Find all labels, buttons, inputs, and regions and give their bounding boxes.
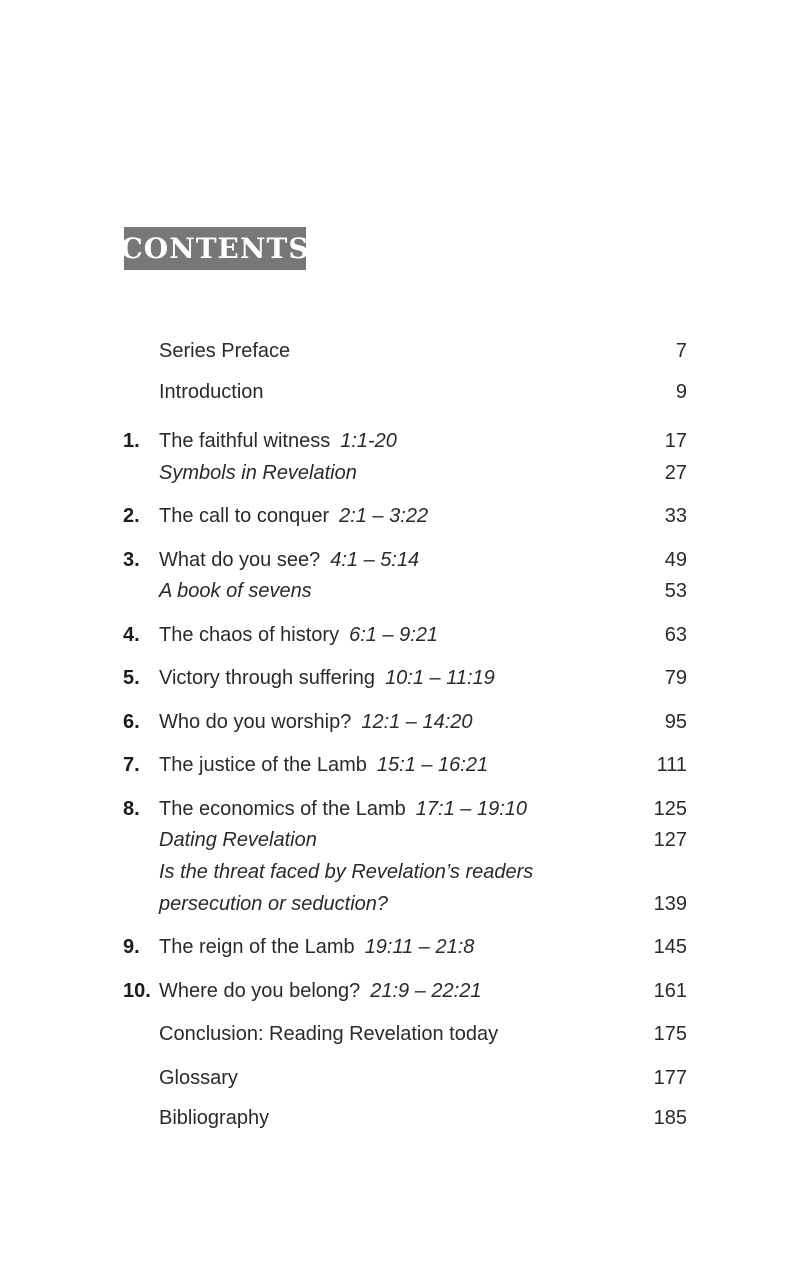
- entry-title-wrap: [159, 1102, 269, 1134]
- entry-title: Is the threat faced by Revelation’s readers: [159, 861, 534, 883]
- toc-entry: [0, 793, 806, 825]
- entry-title: Series Preface: [159, 340, 291, 362]
- entry-title-wrap: [159, 856, 533, 888]
- toc-entry: [0, 749, 806, 781]
- entry-title-wrap: [159, 376, 264, 408]
- chapter-number: 7.: [123, 754, 140, 776]
- scripture-reference: 15:1 – 16:21: [376, 754, 489, 776]
- entry-title: What do you see?: [159, 549, 321, 571]
- scripture-reference: 19:11 – 21:8: [364, 936, 475, 958]
- entry-title-wrap: [159, 425, 397, 457]
- entry-title-wrap: [159, 749, 488, 781]
- entry-title: The faithful witness: [159, 430, 331, 452]
- chapter-number: 10.: [123, 980, 151, 1002]
- page-number: 63: [664, 624, 687, 646]
- entry-title: persecution or seduction?: [159, 893, 389, 915]
- scripture-reference: 2:1 – 3:22: [339, 505, 429, 527]
- page-number: 27: [664, 462, 687, 484]
- page-number: 49: [664, 549, 687, 571]
- entry-title-wrap: [159, 793, 527, 825]
- toc-entry: [0, 1062, 806, 1094]
- entry-title: Where do you belong?: [159, 980, 361, 1002]
- entry-title-wrap: [159, 619, 438, 651]
- entry-title: The chaos of history: [159, 624, 340, 646]
- page-number: 127: [653, 829, 687, 851]
- toc-entry: [0, 457, 806, 489]
- page-number: 17: [664, 430, 687, 452]
- toc-entry: [0, 931, 806, 963]
- toc-entry: [0, 856, 806, 888]
- toc-entry: [0, 619, 806, 651]
- page-number: 177: [653, 1067, 687, 1089]
- entry-title-wrap: [159, 544, 419, 576]
- page-number: 7: [675, 340, 687, 362]
- entry-title-wrap: [159, 824, 317, 856]
- entry-title: A book of sevens: [159, 580, 312, 602]
- entry-title-wrap: [159, 457, 357, 489]
- chapter-number: 8.: [123, 798, 140, 820]
- page-number: 53: [664, 580, 687, 602]
- entry-title-wrap: [159, 706, 473, 738]
- page-number: 185: [653, 1107, 687, 1129]
- chapter-number: 1.: [123, 430, 140, 452]
- toc-entry: [0, 335, 806, 367]
- entry-title: Dating Revelation: [159, 829, 317, 851]
- chapter-number: 2.: [123, 505, 140, 527]
- toc-entry: [0, 425, 806, 457]
- page-number: 125: [653, 798, 687, 820]
- entry-title: The economics of the Lamb: [159, 798, 406, 820]
- entry-title: Bibliography: [159, 1107, 270, 1129]
- page-number: 9: [675, 381, 687, 403]
- toc-entry: [0, 888, 806, 920]
- toc-entry: [0, 706, 806, 738]
- toc-entry: [0, 544, 806, 576]
- toc-entry: [0, 975, 806, 1007]
- scripture-reference: 10:1 – 11:19: [385, 667, 495, 689]
- toc-entry: [0, 376, 806, 408]
- page-number: 111: [656, 754, 687, 776]
- page-number: 161: [653, 980, 687, 1002]
- chapter-number: 6.: [123, 711, 140, 733]
- entry-title: Symbols in Revelation: [159, 462, 357, 484]
- page-number: 79: [664, 667, 687, 689]
- toc-entry: [0, 824, 806, 856]
- chapter-number: 5.: [123, 667, 140, 689]
- scripture-reference: 17:1 – 19:10: [415, 798, 528, 820]
- scripture-reference: 1:1-20: [340, 430, 397, 452]
- entry-title-wrap: [159, 575, 312, 607]
- page-number: 33: [664, 505, 687, 527]
- entry-title-wrap: [159, 500, 428, 532]
- chapter-number: 3.: [123, 549, 140, 571]
- entry-title: The call to conquer: [159, 505, 330, 527]
- entry-title: Who do you worship?: [159, 711, 352, 733]
- entry-title: Introduction: [159, 381, 264, 403]
- toc-entry: [0, 1102, 806, 1134]
- contents-heading: CONTENTS: [124, 227, 306, 270]
- entry-title: The reign of the Lamb: [159, 936, 355, 958]
- scripture-reference: 21:9 – 22:21: [370, 980, 482, 1002]
- page-number: 139: [653, 893, 687, 915]
- entry-title-wrap: [159, 1018, 498, 1050]
- entry-title-wrap: [159, 662, 495, 694]
- page-number: 175: [653, 1023, 687, 1045]
- entry-title-wrap: [159, 975, 481, 1007]
- page-number: 145: [653, 936, 687, 958]
- entry-title: Conclusion: Reading Revelation today: [159, 1023, 499, 1045]
- scripture-reference: 4:1 – 5:14: [330, 549, 420, 571]
- entry-title-wrap: [159, 931, 474, 963]
- chapter-number: 4.: [123, 624, 140, 646]
- scripture-reference: 6:1 – 9:21: [349, 624, 439, 646]
- scripture-reference: 12:1 – 14:20: [361, 711, 473, 733]
- entry-title: Victory through suffering: [159, 667, 376, 689]
- toc-entry: [0, 662, 806, 694]
- toc-entry: [0, 575, 806, 607]
- toc-entry: [0, 500, 806, 532]
- toc-entry: [0, 1018, 806, 1050]
- chapter-number: 9.: [123, 936, 140, 958]
- entry-title: Glossary: [159, 1067, 238, 1089]
- entry-title-wrap: [159, 335, 290, 367]
- entry-title-wrap: [159, 888, 388, 920]
- page-number: 95: [664, 711, 687, 733]
- entry-title-wrap: [159, 1062, 238, 1094]
- entry-title: The justice of the Lamb: [159, 754, 367, 776]
